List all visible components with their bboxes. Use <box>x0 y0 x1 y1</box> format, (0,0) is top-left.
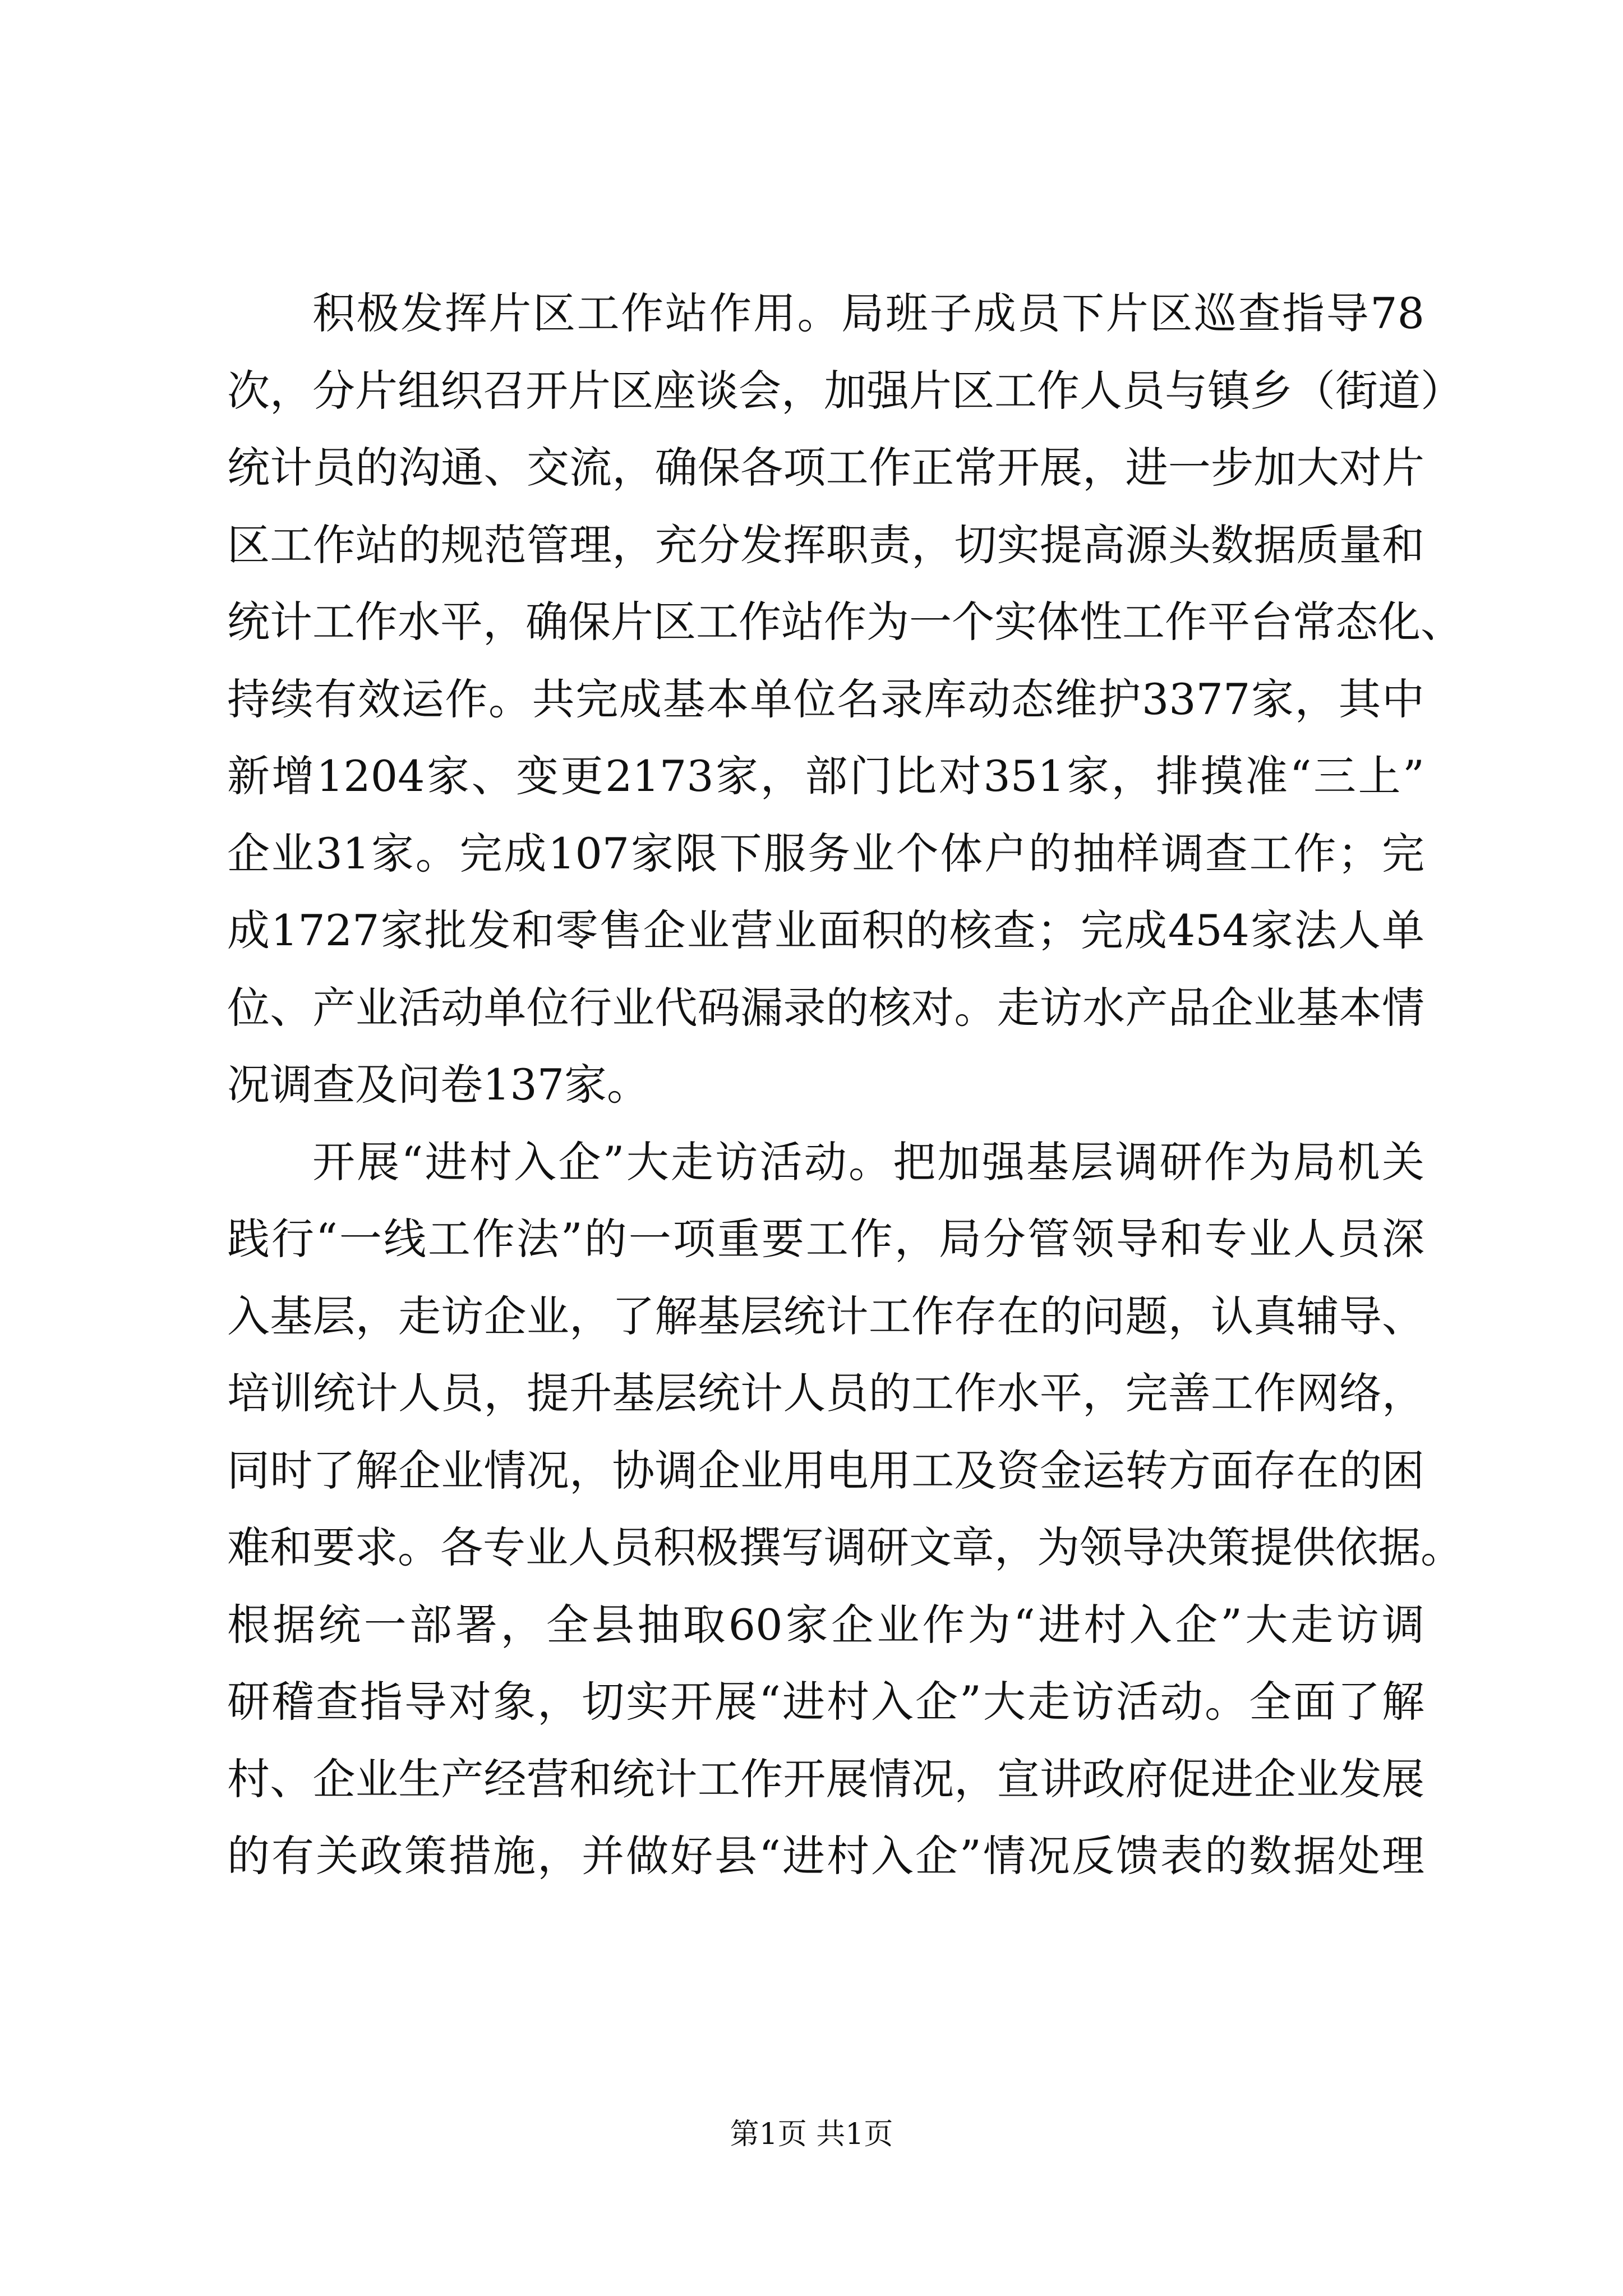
text-line: 研稽查指导对象，切实开展“进村入企”大走访活动。全面了解 <box>227 1677 1424 1727</box>
text-line: 企业31家。完成107家限下服务业个体户的抽样调查工作；完 <box>227 828 1424 878</box>
text-line: 统计工作水平，确保片区工作站作为一个实体性工作平台常态化、 <box>227 597 1463 647</box>
text-line: 开展“进村入企”大走访活动。把加强基层调研作为局机关 <box>312 1137 1424 1187</box>
paragraph <box>227 1124 1463 1895</box>
text-line: 统计员的沟通、交流，确保各项工作正常开展，进一步加大对片 <box>227 443 1424 493</box>
text-line: 入基层，走访企业，了解基层统计工作存在的问题，认真辅导、 <box>227 1291 1424 1341</box>
document-body <box>227 275 1463 1895</box>
text-line: 成1727家批发和零售企业营业面积的核查；完成454家法人单 <box>227 905 1424 955</box>
text-line: 培训统计人员，提升基层统计人员的工作水平，完善工作网络， <box>227 1368 1424 1418</box>
text-line: 难和要求。各专业人员积极撰写调研文章，为领导决策提供依据。 <box>227 1522 1463 1572</box>
text-line: 同时了解企业情况，协调企业用电用工及资金运转方面存在的困 <box>227 1445 1424 1496</box>
text-line: 的有关政策措施，并做好县“进村入企”情况反馈表的数据处理 <box>227 1831 1424 1881</box>
text-line: 新增1204家、变更2173家，部门比对351家，排摸准“三上” <box>227 751 1424 801</box>
text-line: 位、产业活动单位行业代码漏录的核对。走访水产品企业基本情 <box>227 982 1424 1033</box>
page-footer: 第1页 共1页 <box>730 2118 893 2151</box>
text-line: 况调查及问卷137家。 <box>227 1060 650 1110</box>
text-line: 村、企业生产经营和统计工作开展情况，宣讲政府促进企业发展 <box>227 1754 1424 1804</box>
text-line: 持续有效运作。共完成基本单位名录库动态维护3377家，其中 <box>227 674 1424 724</box>
paragraph <box>227 275 1463 1124</box>
text-line: 区工作站的规范管理，充分发挥职责，切实提高源头数据质量和 <box>227 519 1424 570</box>
text-line: 次，分片组织召开片区座谈会，加强片区工作人员与镇乡（街道） <box>227 365 1463 416</box>
text-line: 根据统一部署，全县抽取60家企业作为“进村入企”大走访调 <box>227 1599 1424 1650</box>
text-line: 积极发挥片区工作站作用。局班子成员下片区巡查指导78 <box>312 288 1424 338</box>
text-line: 践行“一线工作法”的一项重要工作，局分管领导和专业人员深 <box>227 1214 1424 1264</box>
